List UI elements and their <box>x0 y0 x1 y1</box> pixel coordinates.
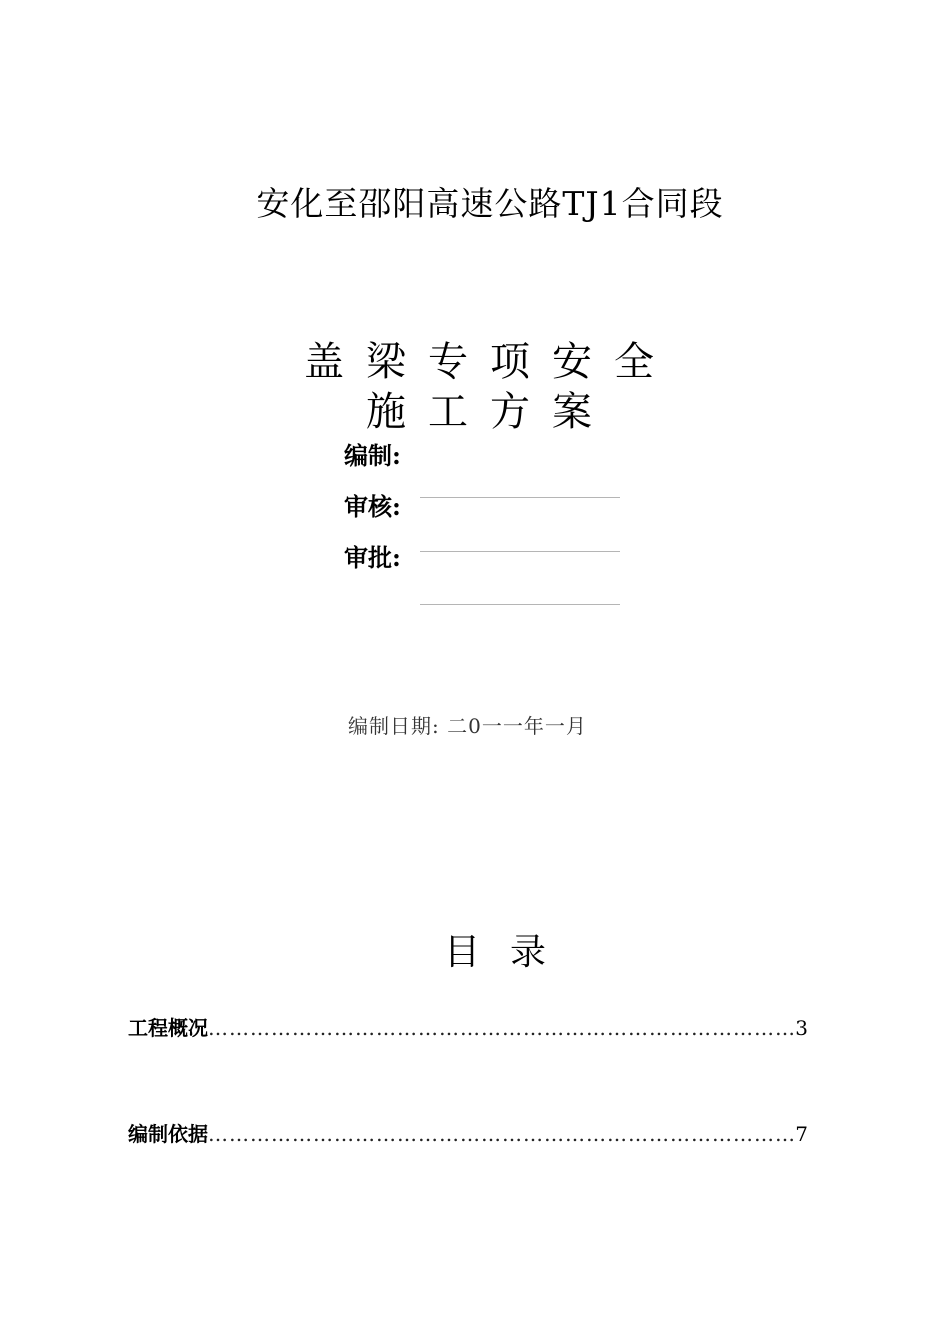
approve-signature-line <box>420 551 620 552</box>
review-label: 审核: <box>344 492 401 521</box>
toc-entry[interactable] <box>128 1118 808 1148</box>
project-title: 安化至邵阳高速公路TJ1合同段 <box>256 184 724 223</box>
compile-date: 编制日期: 二0一一年一月 <box>348 714 587 738</box>
compile-label: 编制: <box>344 441 401 470</box>
toc-entry-page: 3 <box>795 1016 808 1040</box>
toc-entry-label: 编制依据 <box>128 1122 208 1146</box>
document-title-line-2: 施工方案 <box>366 389 614 435</box>
extra-signature-line <box>420 604 620 605</box>
document-title-line-1: 盖梁专项安全 <box>304 339 676 385</box>
toc-title: 目录 <box>444 932 577 973</box>
toc-entry-page: 7 <box>795 1122 808 1146</box>
toc-entry-label: 工程概况 <box>128 1016 208 1040</box>
toc-leader-dots <box>208 1016 793 1040</box>
toc-entry[interactable] <box>128 1012 808 1042</box>
approve-label: 审批: <box>344 543 401 572</box>
toc-leader-dots <box>208 1122 793 1146</box>
review-signature-line <box>420 497 620 498</box>
